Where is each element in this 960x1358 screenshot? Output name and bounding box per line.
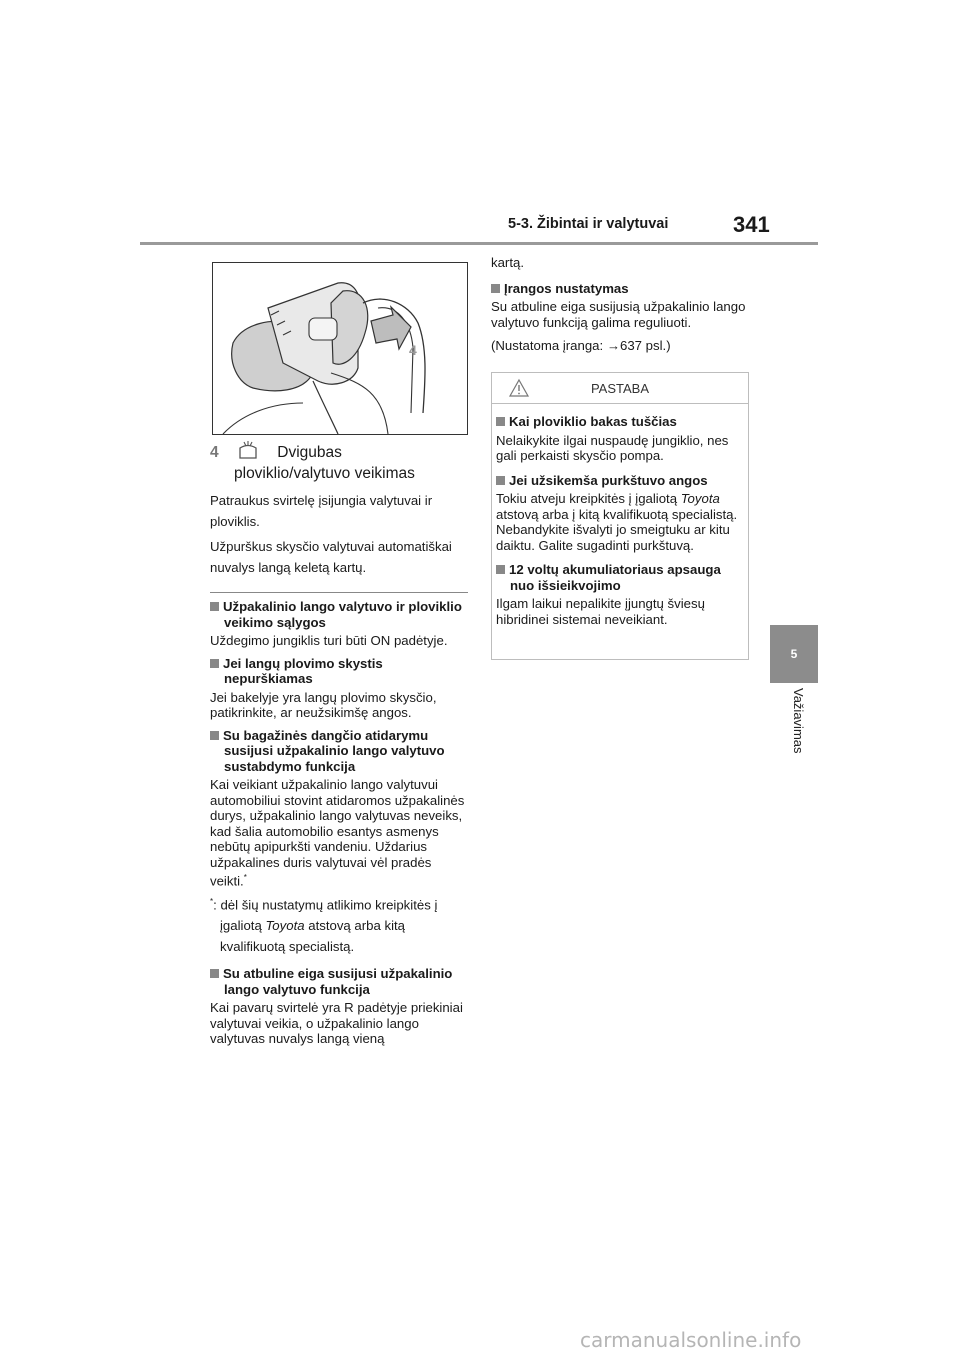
paragraph: Užpurškus skysčio valytuvai automatiškai nuvalys langą keletą kartų. (210, 539, 452, 575)
arrow-icon: → (606, 338, 620, 353)
section-heading: Jei langų plovimo skystis nepurškiamas (210, 656, 470, 687)
caution-heading: Kai ploviklio bakas tuščias (496, 414, 744, 430)
section-heading: Su bagažinės dangčio atidarymu susijusi užpakalinio lango valytuvo sustabdymo funkcija (210, 728, 470, 775)
section-divider (210, 592, 468, 593)
bullet-square-icon (496, 565, 505, 574)
header-divider (140, 242, 818, 245)
caution-text: Tokiu atveju kreipkitės į įgaliotą Toyota atstovą arba į kitą kvalifikuotą specialistą. (496, 491, 738, 522)
footnote: *: dėl šių nustatymų atlikimo kreipkitės į įgaliotą Toyota atstovą arba kitą kvalifikuotą specialistą. (210, 896, 438, 955)
bullet-square-icon (496, 476, 505, 485)
lever-drawing (213, 263, 467, 434)
caution-header (492, 373, 748, 404)
washer-icon (237, 440, 259, 460)
figure-callout: 4 (409, 342, 417, 358)
item-4-line2: ploviklio/valytuvo veikimas (234, 465, 415, 482)
section-text: Uždegimo jungiklis turi būti ON padėtyje. (210, 633, 448, 648)
bullet-square-icon (491, 284, 500, 293)
caution-heading: 12 voltų akumuliatoriaus apsauga nuo išsieikvojimo (496, 562, 744, 593)
paragraph: Patraukus svirtelę įsijungia valytuvai ir ploviklis. (210, 493, 433, 529)
bullet-square-icon (496, 417, 505, 426)
item-4-number: 4 (210, 444, 219, 461)
watermark: carmanualsonline.info (580, 1328, 802, 1352)
warning-triangle-icon (508, 378, 530, 398)
section-title: 5-3. Žibintai ir valytuvai (508, 216, 669, 232)
bullet-square-icon (210, 659, 219, 668)
section-heading: Įrangos nustatymas (491, 281, 753, 297)
left-column (210, 440, 470, 1047)
caution-body (492, 404, 748, 627)
section-text: Kai pavarų svirtelė yra R padėtyje priekiniai valytuvai veikia, o užpakalinio lango valytuvas nuvalys langą vieną (210, 1000, 463, 1047)
caution-title: PASTABA (590, 380, 650, 396)
caution-text: Nebandykite išvalyti jo smeigtuku ar kitu daiktu. Galite sugadinti purkštuvą. (496, 522, 730, 553)
item-4 (210, 440, 470, 484)
cross-reference: (Nustatoma įranga: →637 psl.) (491, 338, 671, 353)
right-column (491, 255, 753, 354)
section-text: Su atbuline eiga susijusią užpakalinio lango valytuvo funkciją galima reguliuoti. (491, 299, 746, 330)
caution-box (491, 372, 749, 660)
chapter-name: Važiavimas (791, 688, 806, 754)
bullet-square-icon (210, 969, 219, 978)
bullet-square-icon (210, 731, 219, 740)
section-text: Kai veikiant užpakalinio lango valytuvui automobiliui stovint atidaromos užpakalinės durys, užpakalinio lango valytuvas neveiks, kad šalia automobilio esantys asmenys nebūtų apipurkšti vandeniu. Uždarius užpakalines duris valytuvai vėl pradės veikti.* (210, 777, 465, 889)
caution-text: Nelaikykite ilgai nuspaudę jungiklio, nes gali perkaisti skysčio pompa. (496, 432, 729, 463)
section-heading: Su atbuline eiga susijusi užpakalinio lango valytuvo funkcija (210, 966, 470, 997)
wiper-lever-illustration (212, 262, 468, 435)
continued-text: kartą. (491, 255, 524, 270)
footnote-marker: * (243, 873, 247, 882)
bullet-square-icon (210, 602, 219, 611)
chapter-number: 5 (790, 647, 798, 661)
caution-heading: Jei užsikemša purkštuvo angos (496, 473, 744, 489)
section-text: Jei bakelyje yra langų plovimo skysčio, patikrinkite, ar neužsikimšę angos. (210, 689, 437, 720)
item-4-line1: Dvigubas (277, 444, 342, 461)
caution-text: Ilgam laikui nepalikite įjungtų šviesų hibridinei sistemai neveikiant. (496, 596, 705, 627)
chapter-name-vertical (786, 688, 806, 778)
page-number: 341 (733, 212, 770, 237)
section-heading: Užpakalinio lango valytuvo ir ploviklio veikimo sąlygos (210, 599, 470, 630)
chapter-tab (770, 625, 818, 683)
